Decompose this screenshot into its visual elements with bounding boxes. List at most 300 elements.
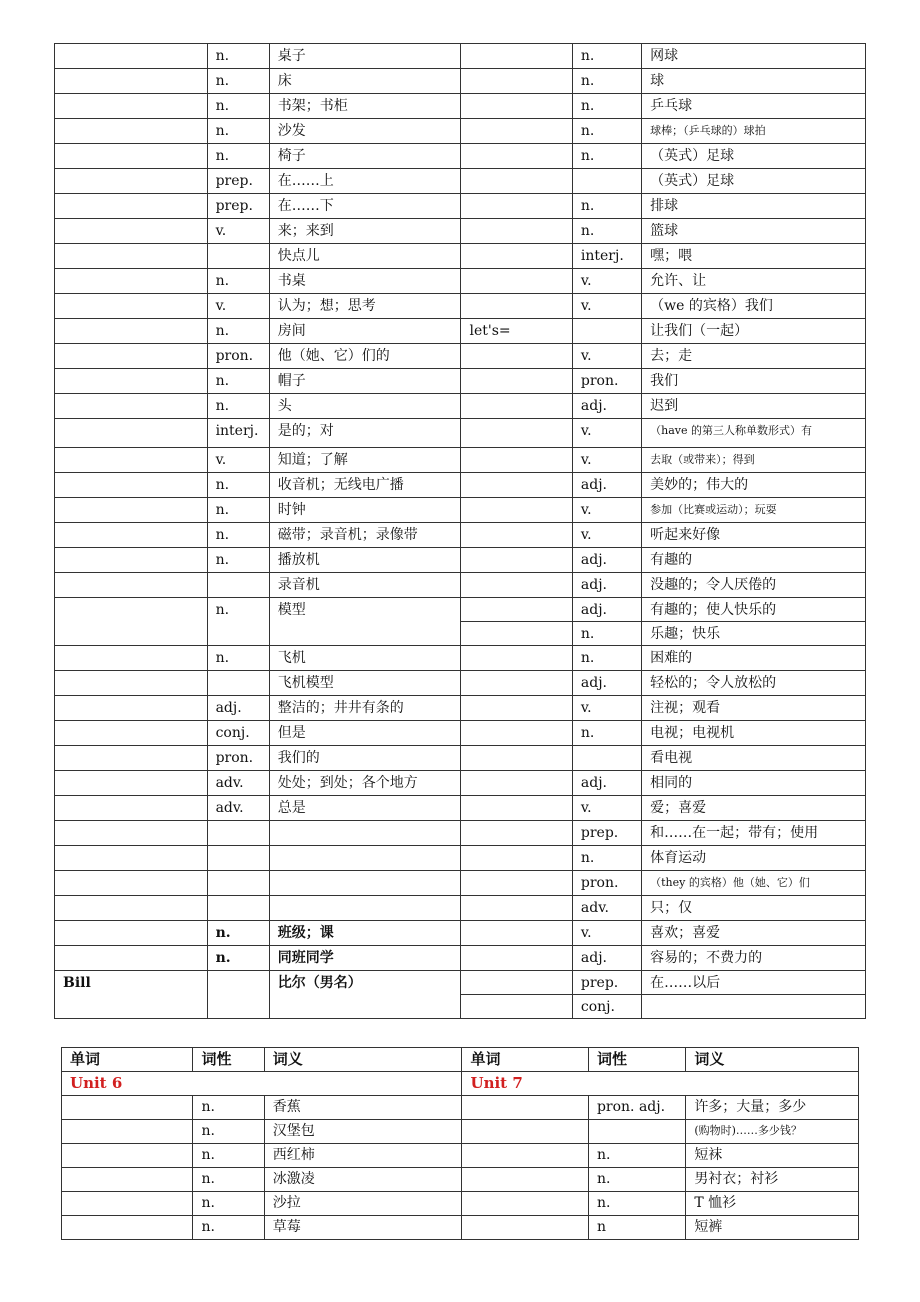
right-word-cell [461,871,572,896]
left-pos-cell [207,896,269,921]
left-pos-cell: n. [193,1144,264,1168]
table-row [55,244,866,269]
left-word-cell [55,548,208,573]
left-pos-cell: n. [207,394,269,419]
left-pos-cell: prep. [207,194,269,219]
table-row [55,548,866,573]
left-word-cell [55,796,208,821]
right-word-cell [461,369,572,394]
left-meaning-cell [269,871,461,896]
right-pos-cell: adv. [572,896,641,921]
right-word-cell [461,244,572,269]
right-word-cell [461,69,572,94]
left-pos-cell: adv. [207,771,269,796]
right-meaning-cell: 球 [642,69,866,94]
right-meaning-cell: 有趣的；使人快乐的 [642,598,866,622]
unit-label-left: Unit 6 [62,1072,462,1096]
right-word-cell [462,1168,588,1192]
vocab-table [54,43,866,1019]
right-meaning-cell: （we 的宾格）我们 [642,294,866,319]
table-row [55,696,866,721]
right-pos-cell: adj. [572,573,641,598]
left-word-cell [55,419,208,448]
left-pos-cell [207,573,269,598]
right-pos-cell [572,746,641,771]
left-pos-cell [207,871,269,896]
left-word-cell [62,1144,193,1168]
unit-table-body [62,1096,859,1240]
left-meaning-cell: 椅子 [269,144,461,169]
right-pos-cell: v. [572,696,641,721]
right-word-cell [461,44,572,69]
left-pos-cell: n. [207,119,269,144]
left-pos-cell: n. [207,498,269,523]
left-word-cell [62,1216,193,1240]
right-word-cell [461,523,572,548]
left-meaning-cell: 我们的 [269,746,461,771]
left-word-cell [62,1120,193,1144]
left-meaning-cell: 总是 [269,796,461,821]
right-word-cell [461,846,572,871]
right-pos-cell: n. [572,144,641,169]
right-pos-cell: v. [572,294,641,319]
right-word-cell [461,995,572,1019]
left-pos-cell: conj. [207,721,269,746]
right-meaning-cell: 乐趣；快乐 [642,622,866,646]
right-meaning-cell: 容易的；不费力的 [642,946,866,971]
table-row [55,971,866,995]
right-meaning-cell: (购物时)……多少钱？ [686,1120,859,1144]
left-word-cell [55,44,208,69]
right-meaning-cell: 在……以后 [642,971,866,995]
right-pos-cell [588,1120,685,1144]
table-row [55,746,866,771]
left-meaning-cell: 书桌 [269,269,461,294]
right-word-cell [461,548,572,573]
left-word-cell [55,294,208,319]
left-meaning-cell: 处处；到处；各个地方 [269,771,461,796]
right-meaning-cell: 排球 [642,194,866,219]
left-word-cell [55,269,208,294]
right-meaning-cell: 迟到 [642,394,866,419]
left-meaning-cell [269,846,461,871]
right-meaning-cell: 让我们（一起） [642,319,866,344]
left-word-cell [55,448,208,473]
right-word-cell [461,498,572,523]
left-word-cell [55,194,208,219]
left-pos-cell: n. [207,548,269,573]
left-word-cell [55,119,208,144]
left-pos-cell: n. [207,523,269,548]
table-row [55,498,866,523]
header-meaning-right: 词义 [686,1048,859,1072]
left-word-cell [55,746,208,771]
left-pos-cell: n. [193,1192,264,1216]
right-pos-cell: pron. [572,871,641,896]
right-word-cell [461,294,572,319]
unit-label-row [62,1072,859,1096]
right-pos-cell: n. [572,646,641,671]
header-meaning-left: 词义 [264,1048,462,1072]
left-word-cell [55,219,208,244]
left-word-cell [55,896,208,921]
right-meaning-cell: 电视；电视机 [642,721,866,746]
left-pos-cell [207,846,269,871]
right-word-cell [462,1096,588,1120]
right-word-cell [462,1144,588,1168]
left-meaning-cell: 在……上 [269,169,461,194]
right-pos-cell: n. [588,1144,685,1168]
left-meaning-cell: 整洁的；井井有条的 [269,696,461,721]
right-meaning-cell: 看电视 [642,746,866,771]
right-meaning-cell: 短袜 [686,1144,859,1168]
table-row [55,796,866,821]
right-pos-cell: n. [572,219,641,244]
table-row [55,646,866,671]
right-meaning-cell: 和……在一起；带有；使用 [642,821,866,846]
right-word-cell [461,746,572,771]
right-word-cell [461,119,572,144]
right-meaning-cell: T 恤衫 [686,1192,859,1216]
right-pos-cell: n. [588,1192,685,1216]
left-pos-cell: n. [207,369,269,394]
table-row [55,473,866,498]
right-pos-cell: adj. [572,671,641,696]
right-word-cell [461,344,572,369]
left-pos-cell: n. [193,1216,264,1240]
right-meaning-cell: 没趣的；令人厌倦的 [642,573,866,598]
left-word-cell [55,846,208,871]
table-row [55,721,866,746]
right-meaning-cell: 去取（或带来）；得到 [642,448,866,473]
right-meaning-cell: 球棒；（乒乓球的）球拍 [642,119,866,144]
header-pos-left: 词性 [193,1048,264,1072]
left-pos-cell: n. [207,646,269,671]
left-meaning-cell: 书架；书柜 [269,94,461,119]
right-word-cell [461,896,572,921]
right-pos-cell: prep. [572,971,641,995]
header-word-left: 单词 [62,1048,193,1072]
table-row [55,671,866,696]
right-word-cell [461,622,572,646]
right-meaning-cell: 困难的 [642,646,866,671]
right-word-cell [461,394,572,419]
left-meaning-cell: 比尔（男名） [269,971,461,1019]
left-meaning-cell: 草莓 [264,1216,462,1240]
right-pos-cell: pron. [572,369,641,394]
table-row [55,269,866,294]
left-meaning-cell: 西红柿 [264,1144,462,1168]
right-pos-cell: v. [572,921,641,946]
left-meaning-cell [269,821,461,846]
right-meaning-cell: 网球 [642,44,866,69]
table-row [55,194,866,219]
right-meaning-cell: 参加（比赛或运动）；玩耍 [642,498,866,523]
left-pos-cell: n. [207,144,269,169]
table-row [55,946,866,971]
right-word-cell [461,821,572,846]
unit-table [61,1047,859,1240]
right-meaning-cell: 体育运动 [642,846,866,871]
left-word-cell [55,821,208,846]
right-meaning-cell: 乒乓球 [642,94,866,119]
right-pos-cell: conj. [572,995,641,1019]
table-row [55,419,866,448]
right-pos-cell: adj. [572,771,641,796]
left-pos-cell: n. [207,598,269,646]
right-word-cell [461,721,572,746]
left-word-cell [55,69,208,94]
left-pos-cell: n. [193,1096,264,1120]
right-pos-cell: n. [572,44,641,69]
left-word-cell [55,473,208,498]
right-word-cell [462,1216,588,1240]
right-pos-cell: adj. [572,946,641,971]
right-pos-cell: n. [572,119,641,144]
left-meaning-cell: 模型 [269,598,461,646]
left-word-cell [55,871,208,896]
table-row [55,821,866,846]
right-word-cell [461,696,572,721]
table-row [55,448,866,473]
left-pos-cell [207,671,269,696]
right-word-cell [461,796,572,821]
table-row [55,344,866,369]
table-row [55,771,866,796]
right-word-cell [461,448,572,473]
left-word-cell [55,646,208,671]
right-word-cell [461,671,572,696]
right-word-cell [461,598,572,622]
right-pos-cell: v. [572,419,641,448]
right-pos-cell: n. [572,622,641,646]
vocab-table-body [55,44,866,1019]
left-meaning-cell: 汉堡包 [264,1120,462,1144]
table-row [55,119,866,144]
right-meaning-cell: （have 的第三人称单数形式）有 [642,419,866,448]
right-meaning-cell: 篮球 [642,219,866,244]
right-word-cell [461,921,572,946]
right-pos-cell: v. [572,344,641,369]
left-meaning-cell: 收音机；无线电广播 [269,473,461,498]
right-meaning-cell: 去；走 [642,344,866,369]
right-meaning-cell: 听起来好像 [642,523,866,548]
right-meaning-cell: 短裤 [686,1216,859,1240]
table-row [62,1216,859,1240]
table-row [55,294,866,319]
left-meaning-cell: 时钟 [269,498,461,523]
right-pos-cell: adj. [572,473,641,498]
left-meaning-cell: 快点儿 [269,244,461,269]
table-row [55,598,866,622]
left-meaning-cell: 沙拉 [264,1192,462,1216]
right-pos-cell: adj. [572,394,641,419]
left-word-cell [55,721,208,746]
left-meaning-cell: 帽子 [269,369,461,394]
table-row [62,1144,859,1168]
right-word-cell [461,971,572,995]
table-row [55,144,866,169]
right-pos-cell [572,169,641,194]
right-word-cell [461,94,572,119]
left-pos-cell [207,971,269,1019]
right-meaning-cell: 男衬衣；衬衫 [686,1168,859,1192]
left-pos-cell: pron. [207,746,269,771]
table-row [55,369,866,394]
right-meaning-cell: 爱；喜爱 [642,796,866,821]
left-word-cell [55,598,208,646]
left-word-cell [55,573,208,598]
left-word-cell [55,696,208,721]
left-pos-cell: n. [207,473,269,498]
left-pos-cell: n. [207,921,269,946]
left-meaning-cell: 知道；了解 [269,448,461,473]
table-row [55,219,866,244]
left-meaning-cell: 飞机模型 [269,671,461,696]
left-word-cell: Bill [55,971,208,1019]
left-meaning-cell: 沙发 [269,119,461,144]
right-word-cell [461,194,572,219]
header-pos-right: 词性 [588,1048,685,1072]
left-pos-cell [207,821,269,846]
right-pos-cell: adj. [572,548,641,573]
left-meaning-cell: 磁带；录音机；录像带 [269,523,461,548]
left-pos-cell: n. [207,946,269,971]
left-pos-cell: n. [207,94,269,119]
right-meaning-cell: 注视；观看 [642,696,866,721]
left-pos-cell: n. [207,69,269,94]
right-meaning-cell [642,995,866,1019]
table-row [55,169,866,194]
right-meaning-cell: 美妙的；伟大的 [642,473,866,498]
right-meaning-cell: 相同的 [642,771,866,796]
right-meaning-cell: 我们 [642,369,866,394]
right-pos-cell: n [588,1216,685,1240]
right-pos-cell: pron. adj. [588,1096,685,1120]
left-pos-cell: v. [207,448,269,473]
right-word-cell [461,771,572,796]
right-word-cell [461,646,572,671]
right-meaning-cell: 轻松的；令人放松的 [642,671,866,696]
left-pos-cell: n. [193,1120,264,1144]
right-meaning-cell: （英式）足球 [642,144,866,169]
table-row [62,1192,859,1216]
table-row [55,523,866,548]
left-meaning-cell: 播放机 [269,548,461,573]
left-word-cell [62,1096,193,1120]
left-meaning-cell: 认为；想；思考 [269,294,461,319]
left-pos-cell: adj. [207,696,269,721]
right-pos-cell: v. [572,523,641,548]
left-meaning-cell: 来；来到 [269,219,461,244]
left-meaning-cell: 床 [269,69,461,94]
right-pos-cell: n. [572,94,641,119]
left-word-cell [55,169,208,194]
right-pos-cell: n. [572,194,641,219]
right-pos-cell: v. [572,269,641,294]
right-meaning-cell: 嘿；喂 [642,244,866,269]
table-row [55,846,866,871]
left-pos-cell: prep. [207,169,269,194]
table-row [55,921,866,946]
left-meaning-cell: 飞机 [269,646,461,671]
left-word-cell [55,671,208,696]
left-word-cell [55,369,208,394]
left-word-cell [55,344,208,369]
left-pos-cell [207,244,269,269]
right-pos-cell [572,319,641,344]
left-pos-cell: n. [207,319,269,344]
right-meaning-cell: 有趣的 [642,548,866,573]
left-meaning-cell: 桌子 [269,44,461,69]
right-pos-cell: v. [572,796,641,821]
right-pos-cell: n. [572,846,641,871]
table-row [55,394,866,419]
right-word-cell [461,573,572,598]
right-meaning-cell: 许多；大量；多少 [686,1096,859,1120]
right-word-cell [462,1120,588,1144]
left-meaning-cell: 但是 [269,721,461,746]
right-word-cell [461,269,572,294]
right-pos-cell: adj. [572,598,641,622]
left-word-cell [62,1192,193,1216]
right-pos-cell: interj. [572,244,641,269]
right-meaning-cell: （they 的宾格）他（她、它）们 [642,871,866,896]
left-meaning-cell: 班级；课 [269,921,461,946]
right-pos-cell: prep. [572,821,641,846]
right-word-cell [461,419,572,448]
left-word-cell [55,921,208,946]
header-word-right: 单词 [462,1048,588,1072]
left-pos-cell: v. [207,294,269,319]
left-word-cell [55,394,208,419]
right-word-cell: let's= [461,319,572,344]
left-meaning-cell: 他（她、它）们的 [269,344,461,369]
left-meaning-cell: 头 [269,394,461,419]
right-meaning-cell: （英式）足球 [642,169,866,194]
table-row [55,573,866,598]
unit-table-header-row [62,1048,859,1072]
right-word-cell [461,946,572,971]
left-word-cell [55,319,208,344]
left-meaning-cell: 在……下 [269,194,461,219]
left-word-cell [55,771,208,796]
right-pos-cell: v. [572,498,641,523]
right-word-cell [461,219,572,244]
table-row [55,319,866,344]
left-pos-cell: v. [207,219,269,244]
table-row [55,871,866,896]
right-word-cell [461,169,572,194]
table-row [55,896,866,921]
table-row [55,69,866,94]
left-pos-cell: n. [207,44,269,69]
right-meaning-cell: 只；仅 [642,896,866,921]
right-pos-cell: n. [572,69,641,94]
left-meaning-cell: 是的；对 [269,419,461,448]
left-pos-cell: n. [193,1168,264,1192]
left-word-cell [55,498,208,523]
left-word-cell [55,244,208,269]
right-meaning-cell: 允许、让 [642,269,866,294]
right-pos-cell: n. [572,721,641,746]
left-pos-cell: interj. [207,419,269,448]
table-row [62,1096,859,1120]
left-word-cell [55,946,208,971]
unit-label-right: Unit 7 [462,1072,859,1096]
table-row [62,1120,859,1144]
left-meaning-cell: 同班同学 [269,946,461,971]
